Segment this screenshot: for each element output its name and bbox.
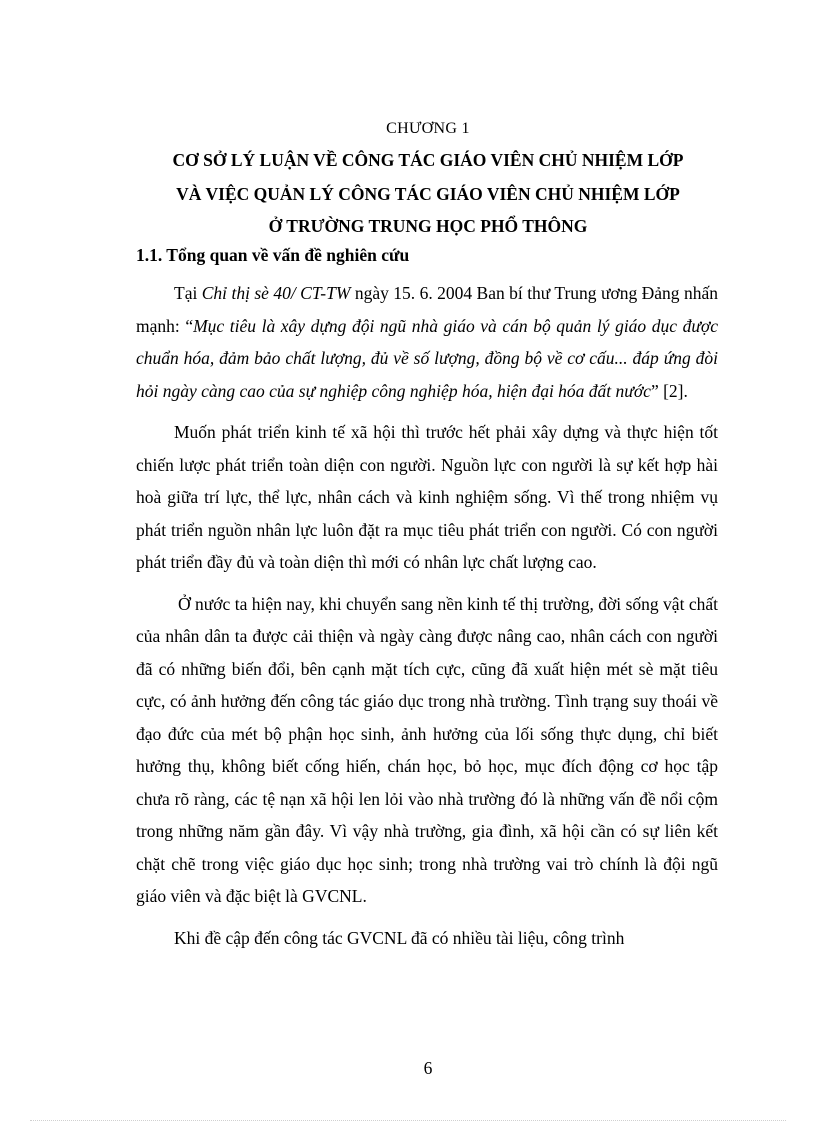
chapter-label: CHƯƠNG 1 xyxy=(386,120,470,137)
section-heading: 1.1. Tổng quan về vấn đề nghiên cứu xyxy=(136,245,410,265)
paragraph-1-middle: ngày 15. 6. 2004 Ban bí thư Trung ương Đảng nhấn mạnh: “ xyxy=(136,283,718,336)
body-text xyxy=(136,277,718,954)
paragraph-1-tail: ” [2]. xyxy=(650,380,688,401)
paragraph-4: Khi đề cập đến công tác GVCNL đã có nhiều tài liệu, công trình xyxy=(174,927,625,948)
footer-divider xyxy=(30,1120,786,1121)
paragraph-2: Muốn phát triển kinh tế xã hội thì trước hết phải xây dựng và thực hiện tốt chiến lược phát triển toàn diện con người. Nguồn lực con người là sự kết hợp hài hoà giữa trí lực, thể lực, nhân cách và kinh nghiệm sống. Vì thế trong nhiệm vụ phát triển nguồn nhân lực luôn đặt ra mục tiêu phát triển con người. Có con người phát triển đầy đủ và toàn diện thì mới có nhân lực chất lượng cao. xyxy=(136,422,718,572)
chapter-title-line-3: Ở TRƯỜNG TRUNG HỌC PHỔ THÔNG xyxy=(268,216,588,236)
chapter-title-line-1: CƠ SỞ LÝ LUẬN VỀ CÔNG TÁC GIÁO VIÊN CHỦ NHIỆM LỚP xyxy=(172,150,684,170)
paragraph-3: Ở nước ta hiện nay, khi chuyển sang nền kinh tế thị trường, đời sống vật chất của nhân dân ta được cải thiện và ngày càng được nâng cao, nhân cách con người đã có những biến đổi, bên cạnh mặt tích cực, cũng đã xuất hiện mét sè mặt tiêu cực, có ảnh hưởng đến công tác giáo dục trong nhà trường. Tình trạng suy thoái về đạo đức của mét bộ phận học sinh, ảnh hưởng của lối sống thực dụng, chỉ biết hưởng thụ, không biết cống hiến, chán học, bỏ học, mục đích động cơ học tập chưa rõ ràng, các tệ nạn xã hội len lỏi vào nhà trường đó là những vấn đề nổi cộm trong những năm gần đây. Vì vậy nhà trường, gia đình, xã hội cần có sự liên kết chặt chẽ trong việc giáo dục học sinh; trong nhà trường vai trò chính là đội ngũ giáo viên và đặc biệt là GVCNL. xyxy=(136,593,718,906)
paragraph-1-lead: Tại xyxy=(174,283,202,303)
directive-citation: Chỉ thị sè 40/ CT-TW xyxy=(201,283,351,303)
quoted-goal: Mục tiêu là xây dựng đội ngũ nhà giáo và cán bộ quản lý giáo dục được chuẩn hóa, đảm bảo chất lượng, đủ về số lượng, đồng bộ về cơ cấu... đáp ứng đòi hỏi ngày càng cao của sự nghiệp công nghiệp hóa, hiện đại hóa đất nước xyxy=(136,315,718,401)
page-number: 6 xyxy=(423,1058,433,1078)
paragraph-1 xyxy=(136,277,718,407)
chapter-title-line-2: VÀ VIỆC QUẢN LÝ CÔNG TÁC GIÁO VIÊN CHỦ NHIỆM LỚP xyxy=(176,184,680,204)
